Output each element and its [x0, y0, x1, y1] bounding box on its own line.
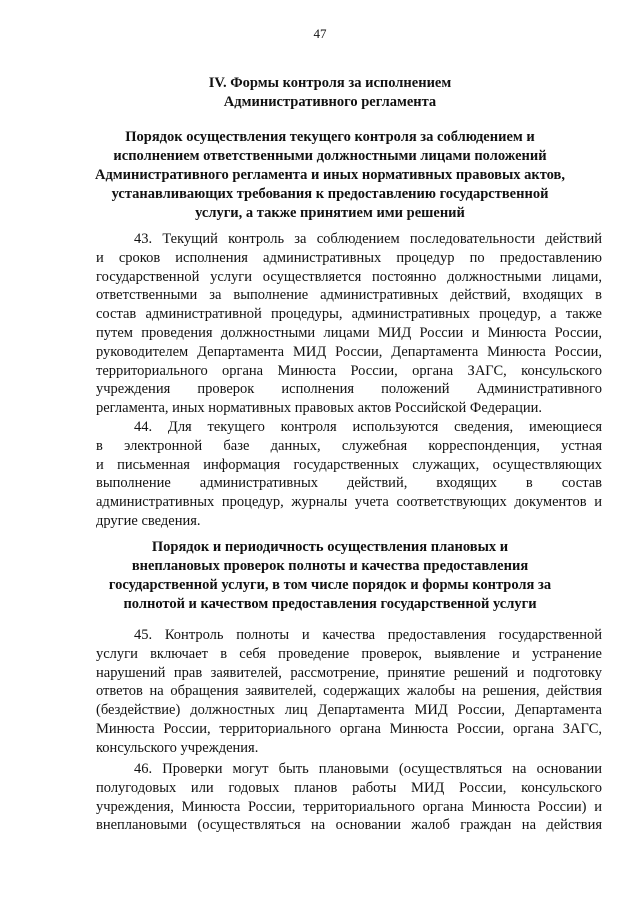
paragraph-line: 44. Для текущего контроля используются сведения, имеющиеся [134, 419, 602, 435]
subheading-line: Административного регламента и иных нормативных правовых актов, [94, 167, 566, 183]
paragraph-line: в электронной базе данных, служебная корреспонденция, устная [96, 437, 602, 454]
paragraph-line: руководителем Департамента МИД России, Департамента Минюста России, [96, 343, 602, 360]
paragraph-line: внеплановыми (осуществляться на основании жалоб граждан на действия [96, 817, 602, 834]
section-heading [60, 74, 600, 112]
paragraph-line: ответственными за выполнение административных действий, входящих в [96, 287, 602, 304]
subheading-current-control [60, 128, 600, 223]
subheading-line: устанавливающих требования к предоставлению государственной [111, 186, 549, 202]
page-number: 47 [313, 26, 327, 41]
paragraph-line: (бездействие) должностных лиц Департамента МИД России, Департамента [96, 702, 602, 719]
paragraph-line: нарушений прав заявителей, рассмотрение, принятие решений и подготовку [96, 664, 602, 681]
subheading-line: Порядок осуществления текущего контроля за соблюдением и [125, 129, 535, 145]
paragraph-line: состав административной процедуры, административных процедур, а также [96, 306, 602, 323]
paragraph-line: и письменная информация государственных служащих, осуществляющих [96, 456, 602, 473]
paragraph-line: путем проведения должностными лицами МИД России и Минюста России, [96, 324, 602, 341]
paragraph-line: государственной услуги осуществляется постоянно должностными лицами, [96, 268, 602, 285]
subheading-line: полнотой и качеством предоставления государственной услуги [123, 596, 537, 612]
subheading-line: внеплановых проверок полноты и качества предоставления [131, 558, 529, 574]
paragraph-line: 43. Текущий контроль за соблюдением последовательности действий [134, 231, 602, 247]
paragraph-line: регламента, иных нормативных правовых актов Российской Федерации. [96, 400, 543, 417]
paragraph-line: и сроков исполнения административных процедур по предоставлению [96, 249, 602, 266]
paragraph-line: 46. Проверки могут быть плановыми (осуществляться на основании [134, 761, 602, 777]
paragraph-46 [96, 760, 602, 835]
section-heading-line: Административного регламента [223, 94, 437, 110]
paragraph-43 [96, 230, 602, 418]
paragraph-line: учреждения проверок исполнения положений Административного [96, 381, 602, 398]
paragraph-line: полугодовых или годовых планов работы МИД России, консульского [96, 779, 602, 796]
paragraph-line: другие сведения. [96, 512, 201, 529]
paragraph-line: выполнение административных действий, входящих в состав [96, 475, 602, 492]
subheading-line: государственной услуги, в том числе порядок и формы контроля за [108, 577, 552, 593]
paragraph-line: услуги включает в себя проведение проверок, выявление и устранение [96, 645, 602, 662]
section-heading-line: IV. Формы контроля за исполнением [208, 75, 452, 91]
paragraph-line: административных процедур, журналы учета соответствующих документов и [96, 494, 602, 511]
paragraph-line: консульского учреждения. [96, 739, 259, 756]
paragraph-line: территориального органа Минюста России, органа ЗАГС, консульского [96, 362, 602, 379]
paragraph-line: учреждения, Минюста России, территориального органа Минюста России) и [96, 798, 602, 815]
subheading-line: исполнением ответственными должностными лицами положений [113, 148, 547, 164]
paragraph-45 [96, 626, 602, 758]
paragraph-line: Минюста России, территориального органа Минюста России, органа ЗАГС, [96, 720, 602, 737]
paragraph-line: 45. Контроль полноты и качества предоставления государственной [134, 627, 602, 643]
paragraph-44 [96, 418, 602, 531]
paragraph-line: ответов на обращения заявителей, содержащих жалобы на решения, действия [96, 683, 602, 700]
subheading-line: услуги, а также принятием ими решений [195, 205, 465, 221]
subheading-planned-checks [60, 538, 600, 614]
subheading-line: Порядок и периодичность осуществления плановых и [151, 539, 509, 555]
